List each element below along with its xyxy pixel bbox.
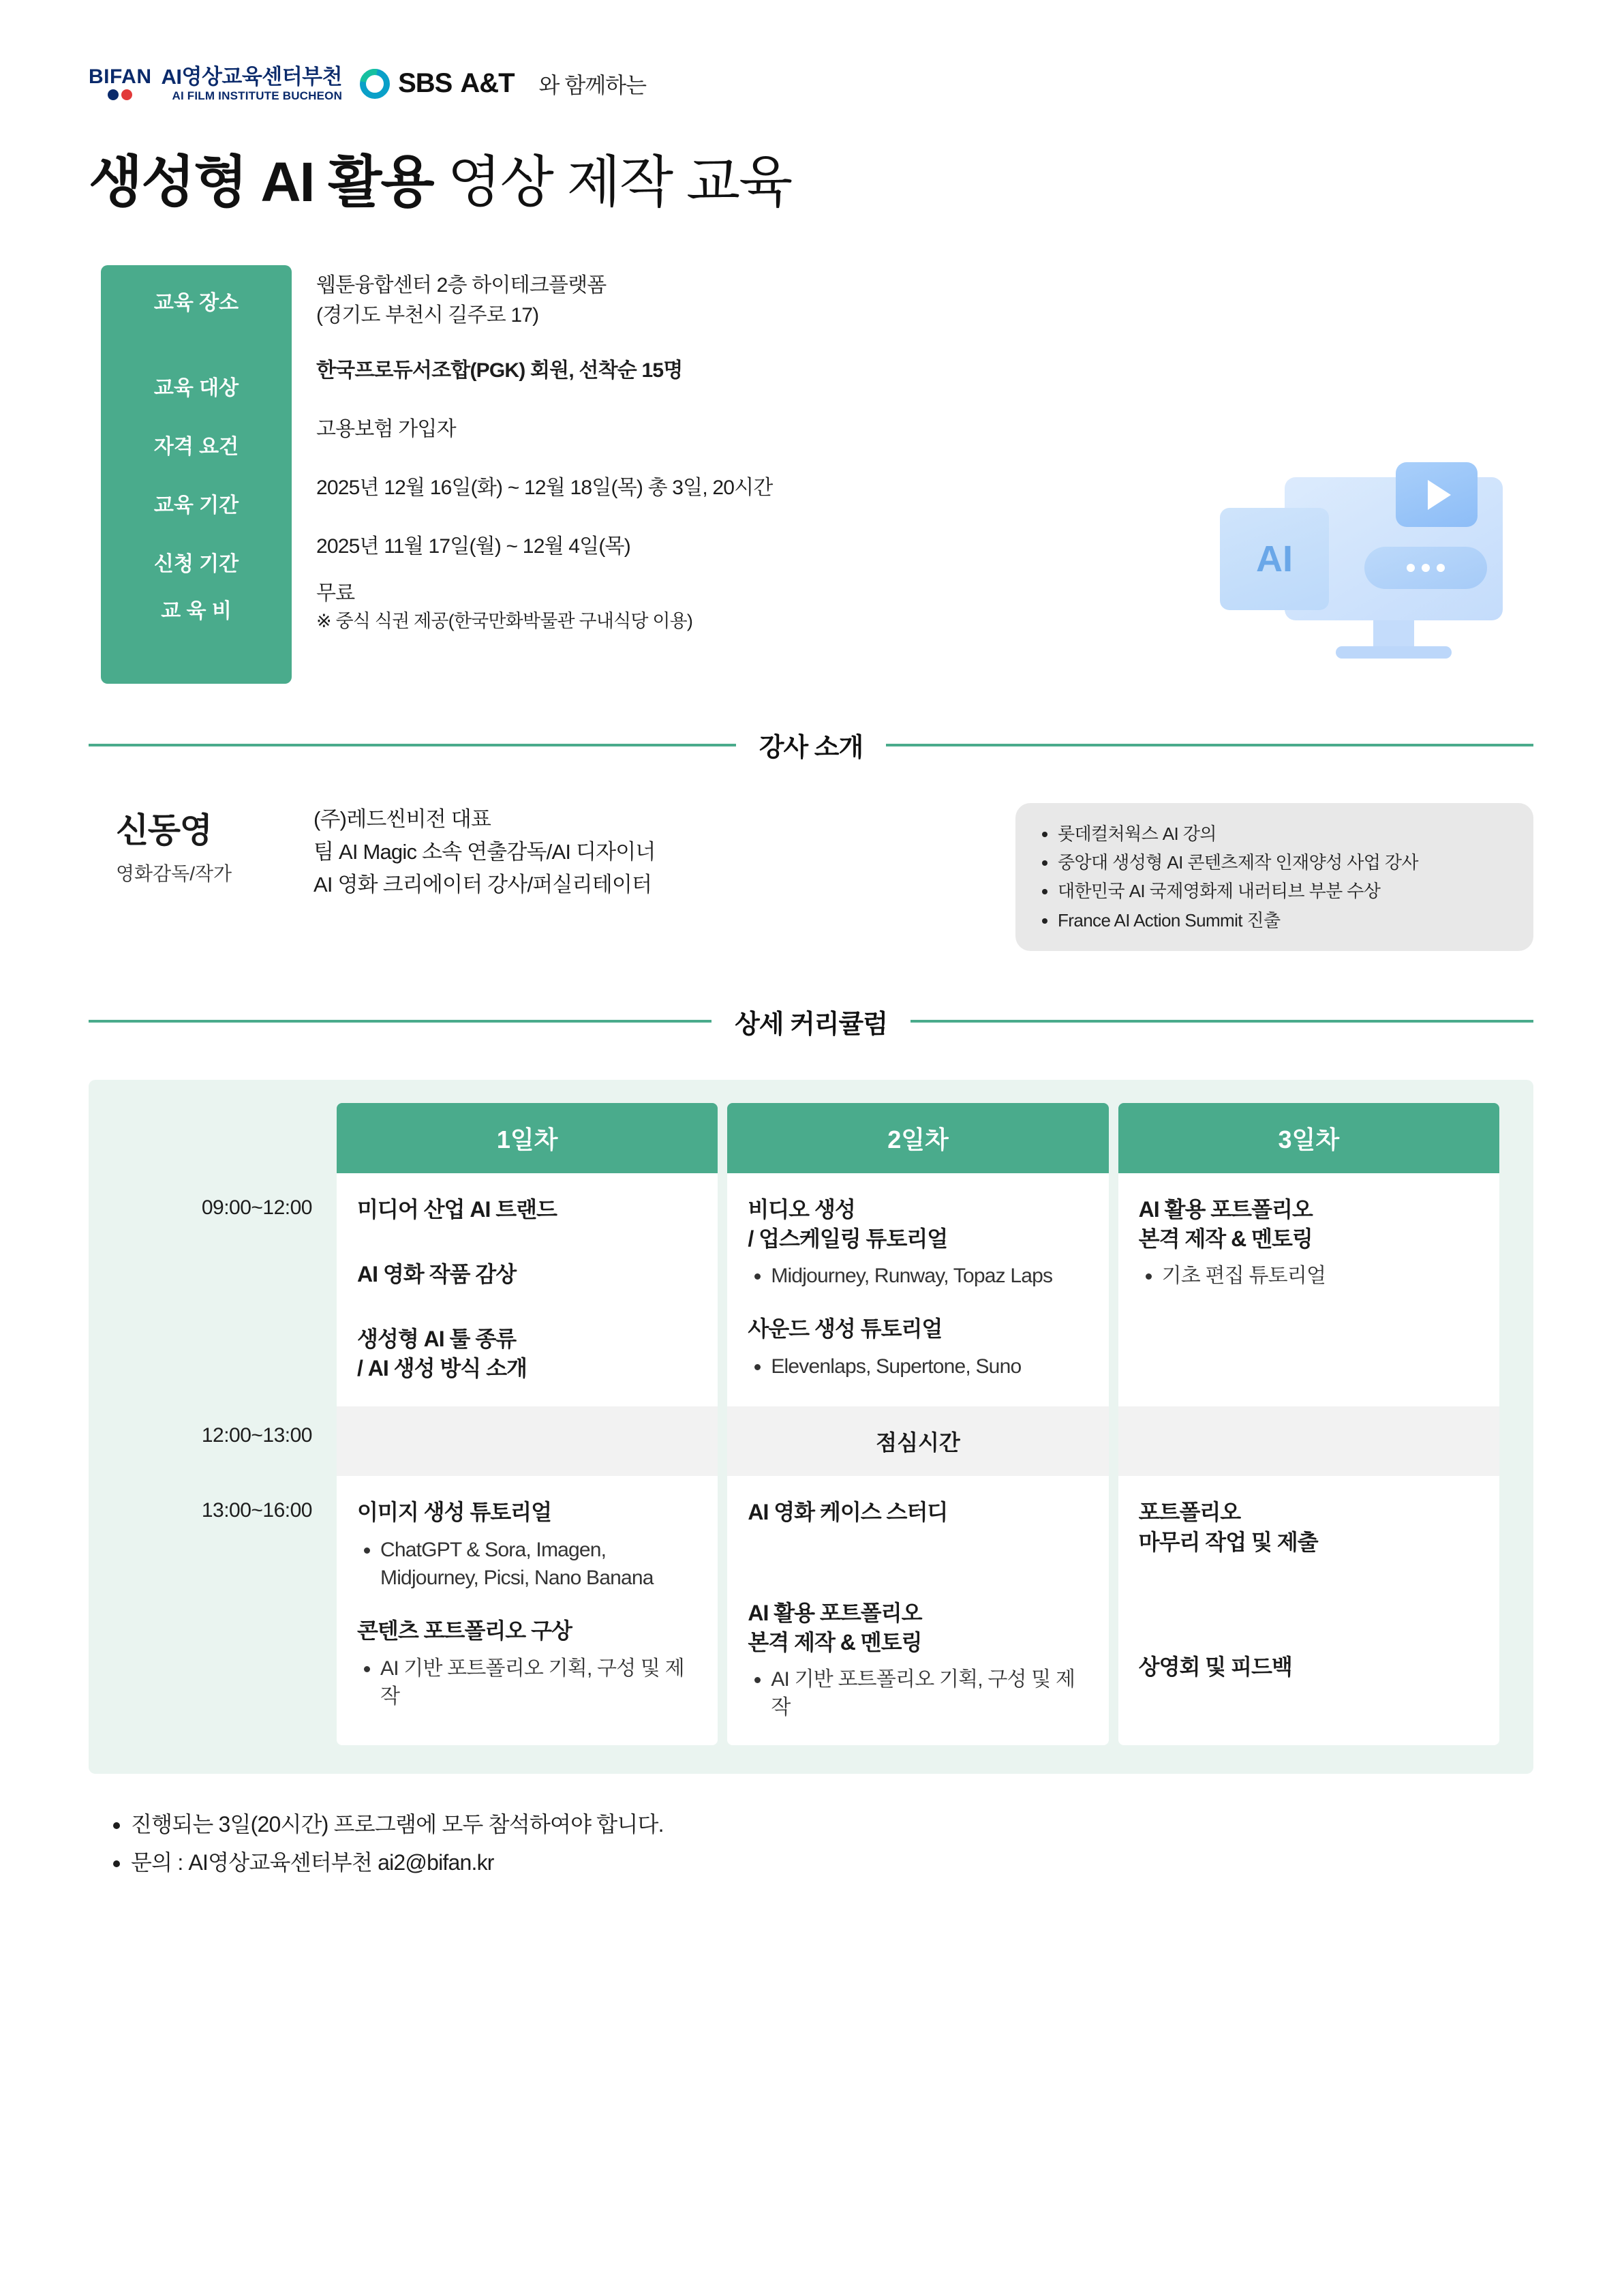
info-value-apply-period: 2025년 11월 17일(월) ~ 12월 4일(목) (316, 535, 630, 558)
rule-right (886, 744, 1533, 746)
instructor-name: 신동영 (116, 811, 212, 850)
info-label-fee: 교 육 비 (161, 600, 232, 623)
info-value-fee-note: ※ 중식 식권 제공(한국만화박물관 구내식당 이용) (316, 611, 693, 632)
rule-left (89, 744, 736, 746)
play-button-icon (1396, 462, 1478, 527)
bifan-korean-name: AI영상교육센터부천 (161, 65, 343, 89)
curriculum-panel (89, 1080, 1533, 1774)
block-title: 포트폴리오 마무리 작업 및 제출 (1138, 1500, 1318, 1554)
block-title: AI 영화 케이스 스터디 (748, 1500, 948, 1525)
list-item: • France AI Action Summit 진출 (1058, 906, 1510, 935)
sbs-ant-logo (360, 68, 514, 99)
list-item: • 문의 : AI영상교육센터부천 ai2@bifan.kr (131, 1843, 1533, 1882)
monitor-stand-icon (1373, 620, 1414, 648)
with-text: 와 함께하는 (538, 72, 646, 97)
info-label-qualification: 자격 요건 (153, 436, 239, 459)
list-item: • AI 기반 포트폴리오 기획, 구성 및 제작 (380, 1655, 697, 1711)
list-item: • ChatGPT & Sora, Imagen, Midjourney, Picsi, Nano Banana (380, 1536, 697, 1592)
cell-day3-afternoon (1118, 1476, 1499, 1744)
monitor-base-icon (1336, 646, 1452, 659)
info-value-fee-line1: 무료 (316, 582, 355, 605)
list-item: • 롯데컬처웍스 AI 강의 (1058, 819, 1510, 848)
page-title (89, 138, 1533, 217)
time-lunch: 12:00~13:00 (201, 1424, 312, 1447)
info-value-qualification: 고용보험 가입자 (316, 418, 456, 441)
block-title: 이미지 생성 튜토리얼 (357, 1500, 551, 1525)
bifan-english-name: AI FILM INSTITUTE BUCHEON (172, 89, 343, 102)
info-value-place (316, 265, 1533, 339)
list-item: • Midjourney, Runway, Topaz Laps (771, 1262, 1088, 1290)
instructor-achievements (1015, 803, 1533, 950)
bifan-text (162, 65, 343, 102)
instructor-block (89, 803, 1533, 950)
time-morning: 09:00~12:00 (201, 1196, 312, 1219)
instructor-role: 영화감독/작가 (116, 863, 232, 885)
cell-lunch-label: 점심시간 (727, 1406, 1108, 1476)
block-title: 생성형 AI 툴 종류 / AI 생성 방식 소개 (357, 1327, 527, 1381)
info-value-period: 2025년 12월 16일(화) ~ 12월 18일(목) 총 3일, 20시간 (316, 477, 773, 500)
sbs-at-wordmark: A&T (460, 68, 515, 99)
list-item: • Elevenlaps, Supertone, Suno (771, 1353, 1088, 1380)
sbs-wordmark: SBS (398, 68, 453, 99)
day-header-3: 3일차 (1118, 1103, 1499, 1173)
info-label-audience: 교육 대상 (153, 377, 239, 400)
list-item: • 대한민국 AI 국제영화제 내러티브 부분 수상 (1058, 877, 1510, 905)
instructor-description (313, 803, 1015, 950)
cell-day3-morning (1118, 1173, 1499, 1407)
table-row (123, 1173, 1499, 1407)
cell-day1-afternoon (337, 1476, 718, 1744)
info-label-period: 교육 기간 (153, 494, 239, 517)
list-item: • 기초 편집 튜토리얼 (1162, 1262, 1479, 1290)
ai-badge-icon: AI (1220, 508, 1329, 610)
info-value-place-line2: (경기도 부천시 길주로 17) (316, 304, 539, 327)
block-title: 사운드 생성 튜토리얼 (748, 1316, 943, 1342)
table-row-lunch (123, 1406, 1499, 1476)
info-label-place: 교육 장소 (153, 292, 239, 315)
info-label-apply-period: 신청 기간 (153, 553, 239, 576)
rule-right (911, 1020, 1533, 1023)
instructor-name-column (116, 803, 313, 950)
sbs-ring-icon (360, 69, 390, 99)
table-row (123, 1476, 1499, 1744)
block-title: 비디오 생성 / 업스케일링 튜토리얼 (748, 1196, 948, 1251)
block-title: 상영회 및 피드백 (1138, 1654, 1292, 1679)
logo-row (89, 65, 1533, 102)
info-label-column (101, 265, 292, 684)
instructor-desc-line-3: AI 영화 크리에이터 강사/퍼실리테이터 (313, 873, 652, 897)
day-header-2: 2일차 (727, 1103, 1108, 1173)
rule-left (89, 1020, 711, 1023)
bifan-mark-icon (89, 67, 152, 100)
time-afternoon: 13:00~16:00 (201, 1499, 312, 1522)
list-item: • AI 기반 포트폴리오 기획, 구성 및 제작 (771, 1665, 1088, 1722)
list-item: • 중앙대 생성형 AI 콘텐츠제작 인재양성 사업 강사 (1058, 848, 1510, 877)
instructor-desc-line-2: 팀 AI Magic 소속 연출감독/AI 디자이너 (313, 840, 656, 864)
list-item: • 진행되는 3일(20시간) 프로그램에 모두 참석하여야 합니다. (131, 1805, 1533, 1843)
ai-monitor-illustration (1220, 470, 1520, 695)
cell-day2-morning (727, 1173, 1108, 1407)
curriculum-heading-text: 상세 커리큘럼 (735, 1010, 887, 1039)
instructor-desc-line-1: (주)레드씬비전 대표 (313, 807, 491, 832)
title-rest-part: 영상 제작 교육 (433, 151, 792, 214)
instructor-heading-text: 강사 소개 (759, 734, 863, 763)
cell-day1-lunch (337, 1406, 718, 1476)
bifan-wordmark: BIFAN (89, 65, 152, 89)
day-header-1: 1일차 (337, 1103, 718, 1173)
block-title: 콘텐츠 포트폴리오 구상 (357, 1618, 572, 1644)
bifan-logo (89, 65, 342, 102)
info-value-place-line1: 웹툰융합센터 2층 하이테크플랫폼 (316, 274, 607, 297)
cell-day2-afternoon (727, 1476, 1108, 1744)
cell-day3-lunch (1118, 1406, 1499, 1476)
title-bold-part: 생성형 AI 활용 (89, 151, 433, 214)
chat-bubble-icon (1364, 547, 1487, 589)
instructor-section-heading (89, 726, 1533, 764)
table-header-row (123, 1103, 1499, 1173)
block-title: AI 활용 포트폴리오 본격 제작 & 멘토링 (1138, 1196, 1313, 1251)
block-title: AI 영화 작품 감상 (357, 1261, 517, 1286)
curriculum-table (113, 1103, 1509, 1745)
footnotes (89, 1805, 1533, 1882)
block-title: AI 활용 포트폴리오 본격 제작 & 멘토링 (748, 1600, 922, 1655)
block-title: 미디어 산업 AI 트랜드 (357, 1196, 557, 1222)
cell-day1-morning (337, 1173, 718, 1407)
bifan-dots-icon (108, 89, 132, 100)
info-value-audience: 한국프로듀서조합(PGK) 회원, 선착순 15명 (316, 359, 683, 382)
curriculum-section-heading (89, 1003, 1533, 1040)
